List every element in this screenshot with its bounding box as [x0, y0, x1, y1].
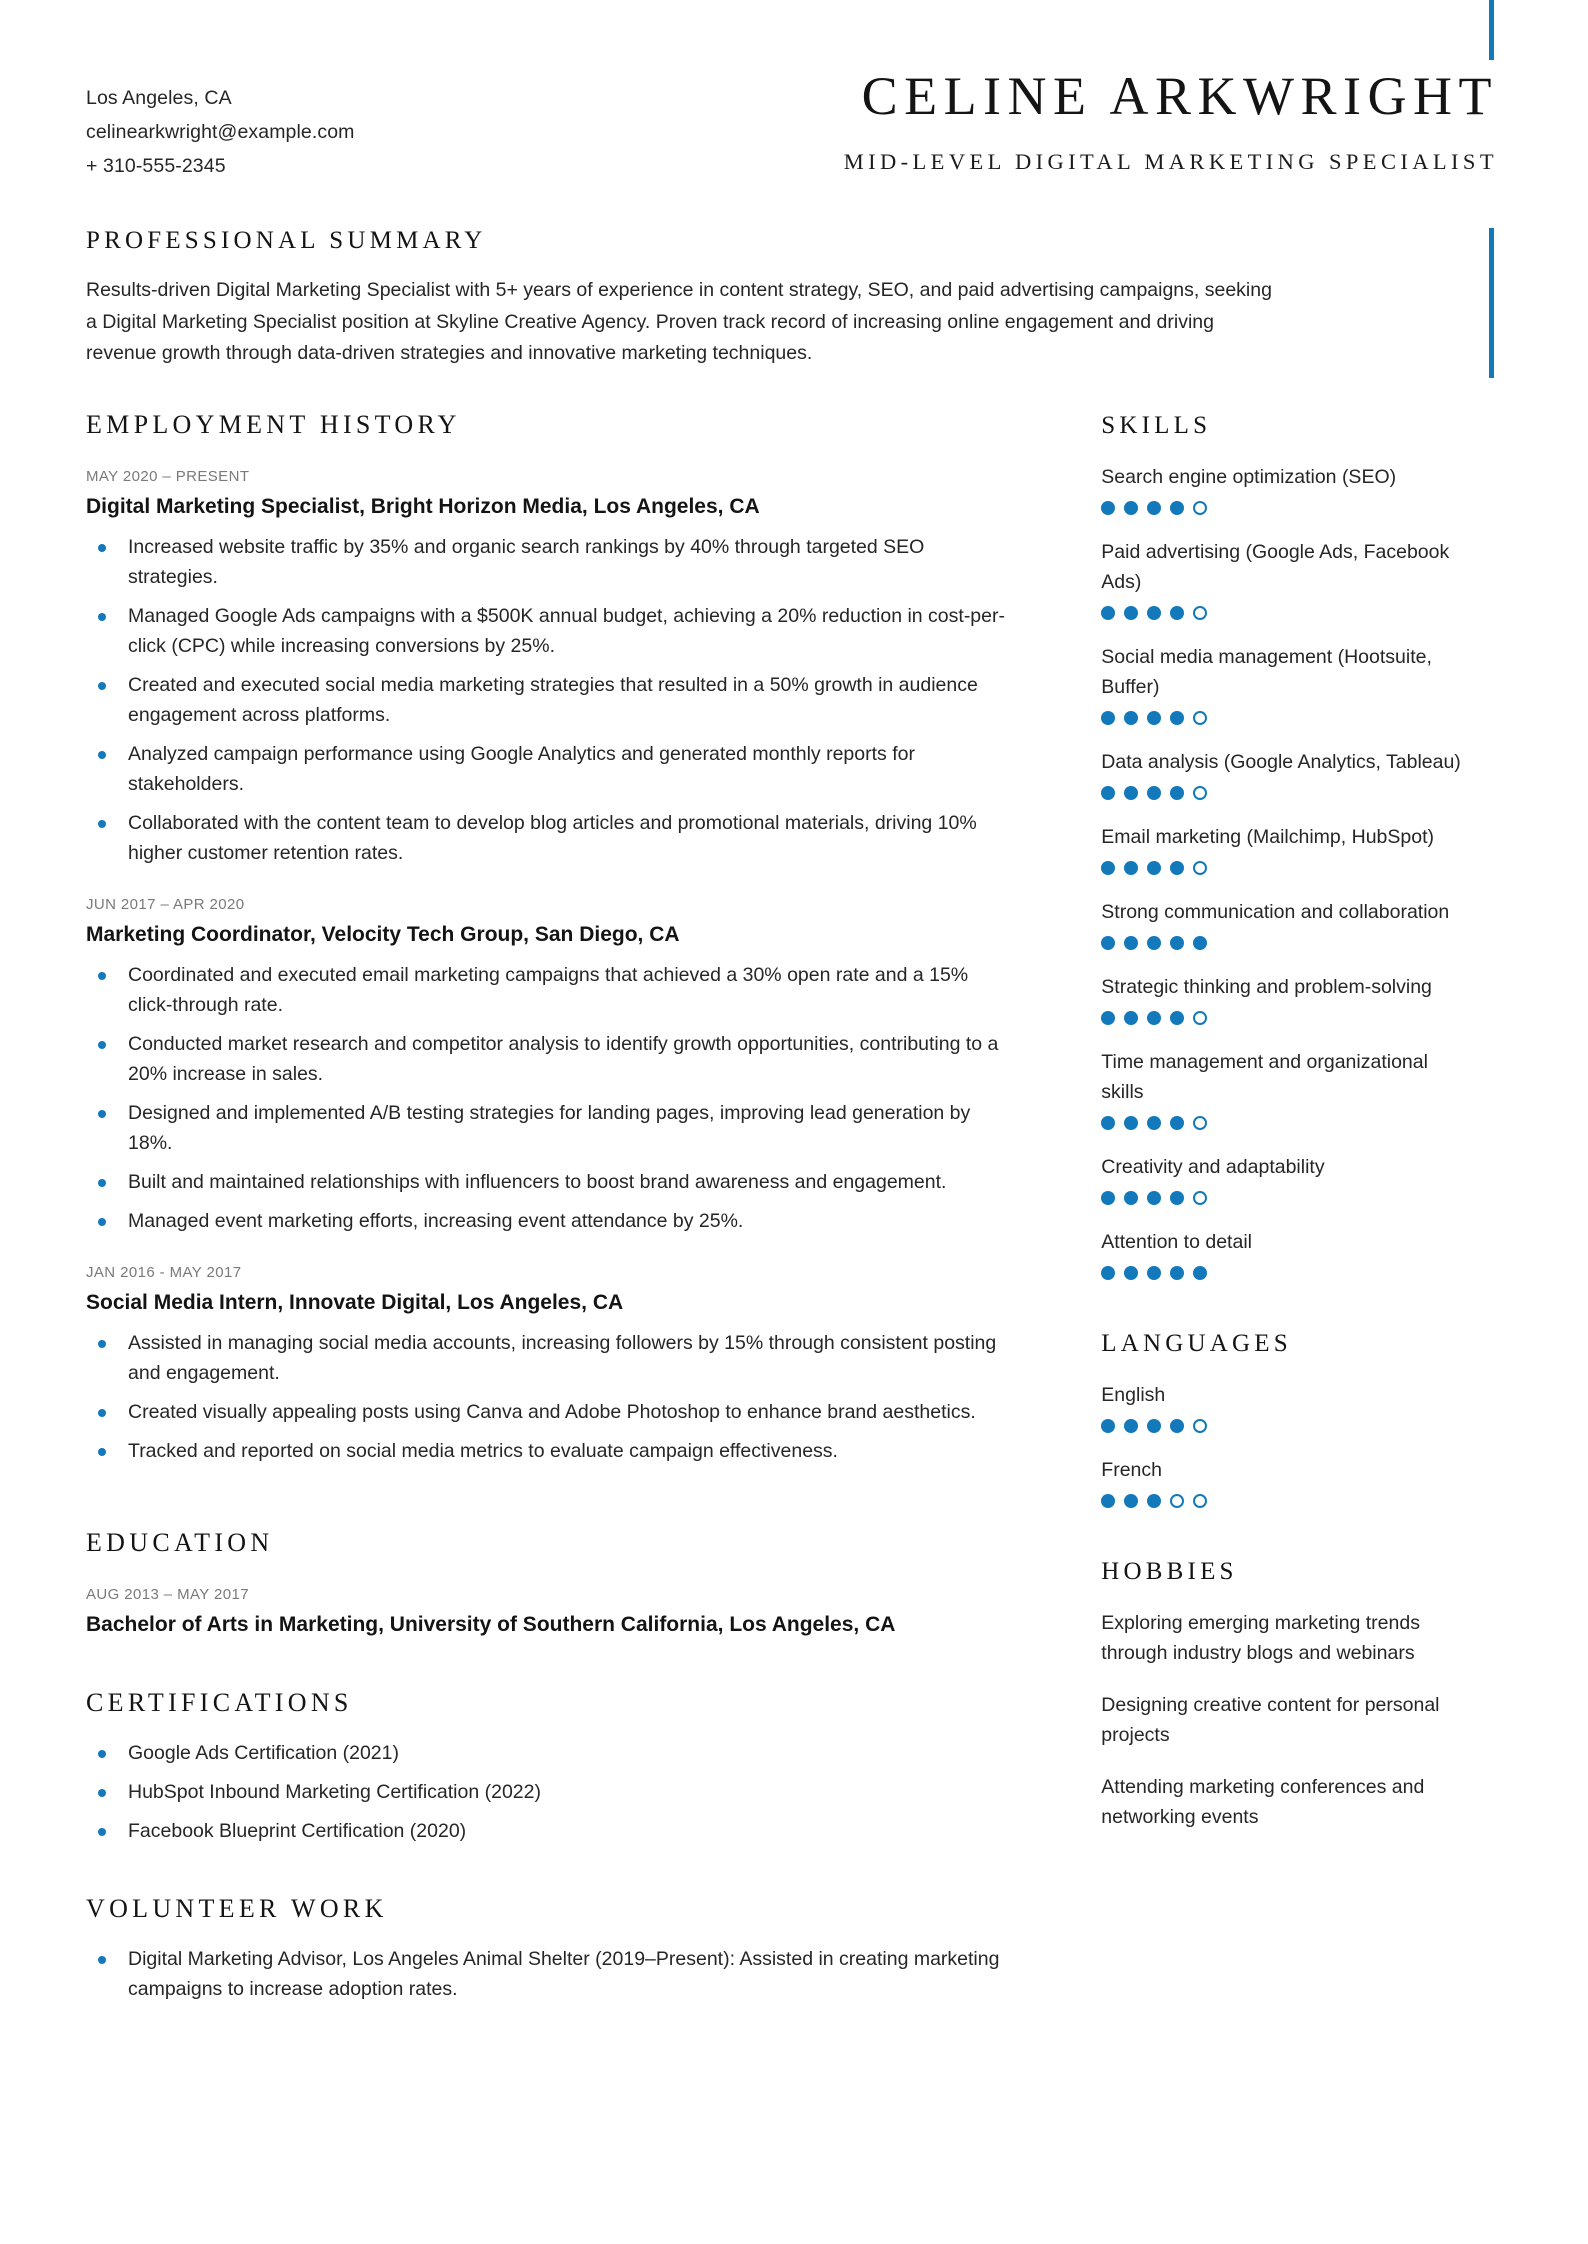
employment-bullets: [86, 1328, 1070, 1466]
list-item: Tracked and reported on social media metrics to evaluate campaign effectiveness.: [86, 1436, 1016, 1466]
skill-rating-dots: [1101, 936, 1510, 950]
rating-dot-filled: [1101, 1191, 1115, 1205]
rating-dot-empty: [1193, 1116, 1207, 1130]
skill-rating-dots: [1101, 1191, 1510, 1205]
rating-dot-filled: [1147, 1266, 1161, 1280]
skill-label: Search engine optimization (SEO): [1101, 465, 1397, 488]
skill-item: [1101, 537, 1510, 620]
rating-dot-filled: [1170, 936, 1184, 950]
skills-section: [1101, 412, 1510, 1280]
skill-rating-dots: [1101, 501, 1510, 515]
accent-bar-bottom: [1489, 228, 1494, 378]
list-item: Increased website traffic by 35% and organic search rankings by 40% through targeted SEO strategies.: [86, 532, 1016, 592]
skill-label: Strong communication and collaboration: [1101, 900, 1450, 923]
rating-dot-filled: [1147, 861, 1161, 875]
main-column: [86, 410, 1090, 2013]
rating-dot-filled: [1170, 786, 1184, 800]
list-item: Coordinated and executed email marketing campaigns that achieved a 30% open rate and a 15% click-through rate.: [86, 960, 1016, 1020]
volunteer-work-list: [86, 1944, 1070, 2004]
contact-phone[interactable]: + 310-555-2345: [86, 155, 226, 177]
hobby-item: Exploring emerging marketing trends through industry blogs and webinars: [1101, 1611, 1420, 1664]
employment-title: Social Media Intern, Innovate Digital, Los Angeles, CA: [86, 1290, 624, 1314]
rating-dot-filled: [1124, 786, 1138, 800]
hobbies-section: [1101, 1558, 1510, 1832]
skill-rating-dots: [1101, 606, 1510, 620]
rating-dot-filled: [1101, 711, 1115, 725]
rating-dot-filled: [1170, 1419, 1184, 1433]
employment-entry: [86, 468, 1070, 868]
rating-dot-empty: [1193, 1419, 1207, 1433]
list-item: Conducted market research and competitor analysis to identify growth opportunities, contributing to a 20% increase in sales.: [86, 1029, 1016, 1089]
contact-location: Los Angeles, CA: [86, 87, 232, 109]
certifications-heading: CERTIFICATIONS: [86, 1687, 353, 1717]
rating-dot-filled: [1147, 1116, 1161, 1130]
name-block: [706, 68, 1510, 175]
rating-dot-empty: [1170, 1494, 1184, 1508]
hobby-item: Attending marketing conferences and networking events: [1101, 1775, 1425, 1828]
skill-rating-dots: [1101, 1011, 1510, 1025]
list-item: Analyzed campaign performance using Google Analytics and generated monthly reports for stakeholders.: [86, 739, 1016, 799]
rating-dot-filled: [1124, 936, 1138, 950]
skill-item: [1101, 1152, 1510, 1205]
skills-heading: SKILLS: [1101, 411, 1212, 439]
skill-rating-dots: [1101, 1266, 1510, 1280]
language-label: English: [1101, 1383, 1166, 1406]
certifications-list: [86, 1738, 1070, 1846]
rating-dot-filled: [1124, 861, 1138, 875]
education-section: [86, 1528, 1070, 1640]
professional-summary-text: Results-driven Digital Marketing Specialist with 5+ years of experience in content strategy, SEO, and paid advertising campaigns, seeking a Digital Marketing Specialist position at Skyline Creative Agency. Proven track record of increasing online engagement and driving revenue growth through data-driven strategies and innovative marketing techniques.: [86, 279, 1272, 364]
rating-dot-filled: [1124, 606, 1138, 620]
employment-title: Marketing Coordinator, Velocity Tech Group, San Diego, CA: [86, 922, 680, 946]
skill-item: [1101, 747, 1510, 800]
rating-dot-filled: [1124, 1419, 1138, 1433]
skill-item: [1101, 462, 1510, 515]
rating-dot-empty: [1193, 786, 1207, 800]
rating-dot-empty: [1193, 1494, 1207, 1508]
rating-dot-filled: [1101, 606, 1115, 620]
rating-dot-filled: [1124, 1116, 1138, 1130]
skill-label: Paid advertising (Google Ads, Facebook Ads): [1101, 540, 1450, 593]
rating-dot-filled: [1170, 861, 1184, 875]
skill-label: Strategic thinking and problem-solving: [1101, 975, 1432, 998]
skill-label: Attention to detail: [1101, 1230, 1252, 1253]
contact-email[interactable]: celinearkwright@example.com: [86, 121, 355, 143]
rating-dot-filled: [1170, 501, 1184, 515]
rating-dot-filled: [1101, 501, 1115, 515]
employment-entry: [86, 1264, 1070, 1466]
rating-dot-filled: [1170, 1116, 1184, 1130]
rating-dot-filled: [1124, 1494, 1138, 1508]
professional-summary-section: [0, 183, 1360, 370]
rating-dot-filled: [1101, 1011, 1115, 1025]
volunteer-work-heading: VOLUNTEER WORK: [86, 1893, 388, 1923]
language-item: [1101, 1455, 1510, 1508]
list-item: Facebook Blueprint Certification (2020): [86, 1816, 1016, 1846]
employment-entry: [86, 896, 1070, 1236]
rating-dot-empty: [1193, 501, 1207, 515]
employment-history-section: [86, 410, 1070, 1466]
rating-dot-filled: [1147, 1011, 1161, 1025]
skill-item: [1101, 972, 1510, 1025]
list-item: Designed and implemented A/B testing strategies for landing pages, improving lead generation by 18%.: [86, 1098, 1016, 1158]
professional-summary-heading: PROFESSIONAL SUMMARY: [86, 227, 487, 254]
rating-dot-filled: [1101, 1494, 1115, 1508]
hobbies-heading: HOBBIES: [1101, 1557, 1238, 1585]
rating-dot-filled: [1101, 936, 1115, 950]
contact-block: [86, 68, 706, 183]
employment-bullets: [86, 960, 1070, 1236]
list-item: Built and maintained relationships with influencers to boost brand awareness and engagement.: [86, 1167, 1016, 1197]
education-title: Bachelor of Arts in Marketing, University of Southern California, Los Angeles, CA: [86, 1612, 896, 1636]
skill-label: Creativity and adaptability: [1101, 1155, 1325, 1178]
rating-dot-filled: [1170, 711, 1184, 725]
employment-dates: JAN 2016 - MAY 2017: [86, 1263, 242, 1281]
rating-dot-filled: [1124, 1266, 1138, 1280]
language-rating-dots: [1101, 1419, 1510, 1433]
rating-dot-filled: [1101, 861, 1115, 875]
rating-dot-filled: [1147, 1191, 1161, 1205]
education-entry: [86, 1586, 1070, 1640]
rating-dot-filled: [1170, 1011, 1184, 1025]
rating-dot-filled: [1101, 1266, 1115, 1280]
rating-dot-filled: [1170, 606, 1184, 620]
rating-dot-filled: [1147, 936, 1161, 950]
education-dates: AUG 2013 – MAY 2017: [86, 1585, 249, 1603]
candidate-title: MID-LEVEL DIGITAL MARKETING SPECIALIST: [843, 149, 1498, 175]
rating-dot-filled: [1124, 1191, 1138, 1205]
side-column: [1090, 410, 1510, 1832]
language-label: French: [1101, 1458, 1162, 1481]
list-item: HubSpot Inbound Marketing Certification (2022): [86, 1777, 1016, 1807]
certifications-section: [86, 1688, 1070, 1846]
rating-dot-filled: [1147, 501, 1161, 515]
list-item: Managed Google Ads campaigns with a $500K annual budget, achieving a 20% reduction in cost-per-click (CPC) while increasing conversions by 25%.: [86, 601, 1016, 661]
skill-rating-dots: [1101, 1116, 1510, 1130]
rating-dot-empty: [1193, 1191, 1207, 1205]
list-item: Assisted in managing social media accounts, increasing followers by 15% through consistent posting and engagement.: [86, 1328, 1016, 1388]
rating-dot-filled: [1170, 1191, 1184, 1205]
rating-dot-filled: [1147, 1419, 1161, 1433]
hobby-item: Designing creative content for personal projects: [1101, 1693, 1440, 1746]
rating-dot-filled: [1124, 1011, 1138, 1025]
rating-dot-filled: [1147, 711, 1161, 725]
list-item: Managed event marketing efforts, increasing event attendance by 25%.: [86, 1206, 1016, 1236]
candidate-name: CELINE ARKWRIGHT: [861, 66, 1498, 126]
list-item: Google Ads Certification (2021): [86, 1738, 1016, 1768]
language-rating-dots: [1101, 1494, 1510, 1508]
list-item: Created and executed social media marketing strategies that resulted in a 50% growth in audience engagement across platforms.: [86, 670, 1016, 730]
skill-rating-dots: [1101, 786, 1510, 800]
accent-bar-top: [1489, 0, 1494, 60]
skill-rating-dots: [1101, 861, 1510, 875]
list-item: Collaborated with the content team to develop blog articles and promotional materials, driving 10% higher customer retention rates.: [86, 808, 1016, 868]
languages-section: [1101, 1330, 1510, 1508]
skill-rating-dots: [1101, 711, 1510, 725]
employment-bullets: [86, 532, 1070, 868]
skill-label: Time management and organizational skills: [1101, 1050, 1428, 1103]
employment-history-heading: EMPLOYMENT HISTORY: [86, 409, 461, 439]
rating-dot-filled: [1170, 1266, 1184, 1280]
rating-dot-filled: [1193, 936, 1207, 950]
employment-title: Digital Marketing Specialist, Bright Horizon Media, Los Angeles, CA: [86, 494, 760, 518]
rating-dot-empty: [1193, 861, 1207, 875]
education-heading: EDUCATION: [86, 1527, 274, 1557]
skill-label: Social media management (Hootsuite, Buffer): [1101, 645, 1432, 698]
rating-dot-filled: [1101, 786, 1115, 800]
rating-dot-filled: [1101, 1419, 1115, 1433]
rating-dot-filled: [1124, 711, 1138, 725]
volunteer-work-section: [86, 1894, 1070, 2004]
skill-label: Email marketing (Mailchimp, HubSpot): [1101, 825, 1434, 848]
rating-dot-filled: [1147, 786, 1161, 800]
rating-dot-filled: [1147, 606, 1161, 620]
rating-dot-empty: [1193, 606, 1207, 620]
rating-dot-filled: [1193, 1266, 1207, 1280]
rating-dot-filled: [1101, 1116, 1115, 1130]
languages-heading: LANGUAGES: [1101, 1329, 1292, 1357]
resume-header: [0, 0, 1588, 183]
resume-body: [0, 370, 1588, 2073]
list-item: Created visually appealing posts using Canva and Adobe Photoshop to enhance brand aesthetics.: [86, 1397, 1016, 1427]
employment-dates: JUN 2017 – APR 2020: [86, 895, 245, 913]
skill-item: [1101, 897, 1510, 950]
language-item: [1101, 1380, 1510, 1433]
skill-item: [1101, 822, 1510, 875]
skill-item: [1101, 1047, 1510, 1130]
rating-dot-empty: [1193, 1011, 1207, 1025]
rating-dot-empty: [1193, 711, 1207, 725]
list-item: Digital Marketing Advisor, Los Angeles Animal Shelter (2019–Present): Assisted in creating marketing campaigns to increase adoption rates.: [86, 1944, 1016, 2004]
skill-item: [1101, 642, 1510, 725]
rating-dot-filled: [1147, 1494, 1161, 1508]
rating-dot-filled: [1124, 501, 1138, 515]
skill-label: Data analysis (Google Analytics, Tableau): [1101, 750, 1461, 773]
employment-dates: MAY 2020 – PRESENT: [86, 467, 250, 485]
skill-item: [1101, 1227, 1510, 1280]
